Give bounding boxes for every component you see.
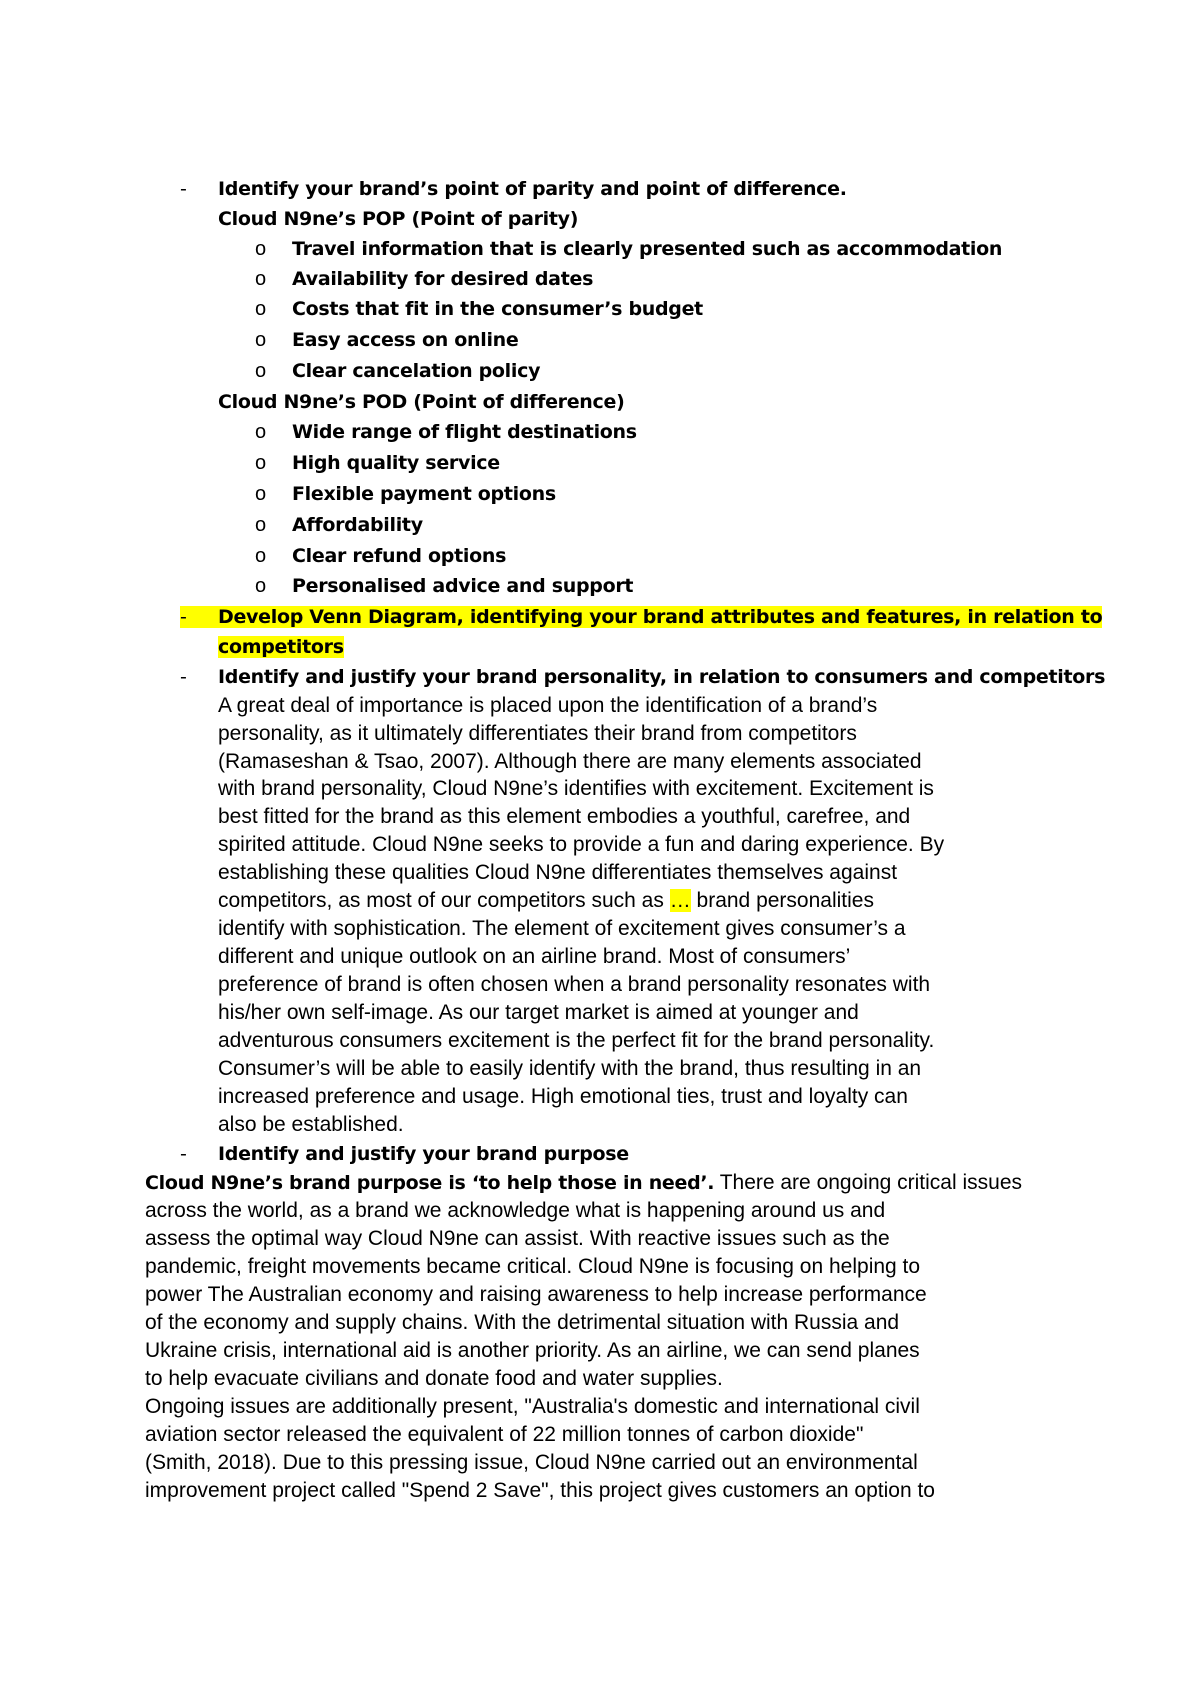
pod-title: Cloud N9ne’s POD (Point of difference) [218, 391, 625, 413]
paragraph-line: Consumer’s will be able to easily identify with the brand, thus resulting in an [218, 1057, 922, 1080]
pop-title: Cloud N9ne’s POP (Point of parity) [218, 208, 579, 230]
bullet-marker: o [255, 421, 267, 443]
bullet-marker: o [255, 268, 267, 290]
paragraph-line: A great deal of importance is placed upon the identification of a brand’s [218, 694, 878, 717]
bullet-marker: o [255, 545, 267, 567]
paragraph-line: best fitted for the brand as this element embodies a youthful, carefree, and [218, 805, 911, 828]
paragraph-line: to help evacuate civilians and donate food and water supplies. [145, 1367, 723, 1390]
list-item: Flexible payment options [292, 483, 556, 505]
paragraph-line [218, 889, 874, 913]
paragraph-line: also be established. [218, 1113, 404, 1136]
paragraph-line: (Smith, 2018). Due to this pressing issue, Cloud N9ne carried out an environmental [145, 1451, 918, 1474]
paragraph-line: different and unique outlook on an airline brand. Most of consumers’ [218, 945, 851, 968]
bullet-marker: o [255, 360, 267, 382]
section-heading-venn-cont [218, 636, 344, 658]
paragraph-line [145, 1171, 1022, 1195]
bullet-marker: o [255, 329, 267, 351]
paragraph-line: Ongoing issues are additionally present, "Australia's domestic and international civil [145, 1395, 920, 1418]
bullet-marker: o [255, 575, 267, 597]
paragraph-line: pandemic, freight movements became critical. Cloud N9ne is focusing on helping to [145, 1255, 921, 1278]
paragraph-line: aviation sector released the equivalent of 22 million tonnes of carbon dioxide" [145, 1423, 864, 1446]
paragraph-line: improvement project called "Spend 2 Save", this project gives customers an option to [145, 1479, 935, 1502]
paragraph-line: (Ramaseshan & Tsao, 2007). Although there are many elements associated [218, 750, 922, 773]
paragraph-text: brand personalities [690, 889, 874, 912]
paragraph-line: his/her own self-image. As our target market is aimed at younger and [218, 1001, 859, 1024]
paragraph-text: competitors, as most of our competitors such as [218, 889, 670, 912]
section-heading-purpose: Identify and justify your brand purpose [218, 1143, 629, 1165]
bullet-marker: o [255, 483, 267, 505]
bullet-marker: o [255, 514, 267, 536]
list-item: Clear refund options [292, 545, 507, 567]
list-dash: - [180, 606, 218, 628]
bullet-marker: o [255, 238, 267, 260]
paragraph-line: identify with sophistication. The element of excitement gives consumer’s a [218, 917, 906, 940]
paragraph-line: of the economy and supply chains. With the detrimental situation with Russia and [145, 1311, 900, 1334]
paragraph-line: personality, as it ultimately differentiates their brand from competitors [218, 722, 857, 745]
bullet-marker: o [255, 298, 267, 320]
list-item: High quality service [292, 452, 500, 474]
list-item: Costs that fit in the consumer’s budget [292, 298, 703, 320]
paragraph-line: increased preference and usage. High emotional ties, trust and loyalty can [218, 1085, 908, 1108]
list-item: Wide range of flight destinations [292, 421, 637, 443]
paragraph-text: There are ongoing critical issues [714, 1171, 1023, 1194]
venn-heading-line-2: competitors [218, 636, 344, 658]
bullet-marker: o [255, 452, 267, 474]
paragraph-line: with brand personality, Cloud N9ne’s identifies with excitement. Excitement is [218, 777, 934, 800]
list-dash: - [180, 666, 187, 688]
paragraph-line: adventurous consumers excitement is the perfect fit for the brand personality. [218, 1029, 935, 1052]
section-heading-pop-pod: Identify your brand’s point of parity and point of difference. [218, 178, 847, 200]
paragraph-line: establishing these qualities Cloud N9ne differentiates themselves against [218, 861, 898, 884]
list-item: Easy access on online [292, 329, 519, 351]
highlighted-placeholder: … [669, 889, 691, 912]
list-item: Personalised advice and support [292, 575, 634, 597]
list-dash: - [180, 1143, 187, 1165]
paragraph-line: assess the optimal way Cloud N9ne can assist. With reactive issues such as the [145, 1227, 890, 1250]
paragraph-line: power The Australian economy and raising awareness to help increase performance [145, 1283, 927, 1306]
list-item: Affordability [292, 514, 423, 536]
paragraph-line: across the world, as a brand we acknowledge what is happening around us and [145, 1199, 886, 1222]
purpose-statement: Cloud N9ne’s brand purpose is ‘to help those in need’. [145, 1172, 715, 1194]
paragraph-line: Ukraine crisis, international aid is another priority. As an airline, we can send planes [145, 1339, 920, 1362]
list-item: Availability for desired dates [292, 268, 594, 290]
list-item: Clear cancelation policy [292, 360, 541, 382]
venn-heading-line-1: Develop Venn Diagram, identifying your brand attributes and features, in relation to [218, 606, 1103, 628]
section-heading-venn [218, 606, 1102, 628]
section-heading-personality: Identify and justify your brand personality, in relation to consumers and competitors [218, 666, 1106, 688]
list-dash: - [180, 178, 187, 200]
paragraph-line: spirited attitude. Cloud N9ne seeks to provide a fun and daring experience. By [218, 833, 945, 856]
paragraph-line: preference of brand is often chosen when a brand personality resonates with [218, 973, 931, 996]
list-item: Travel information that is clearly presented such as accommodation [292, 238, 1003, 260]
